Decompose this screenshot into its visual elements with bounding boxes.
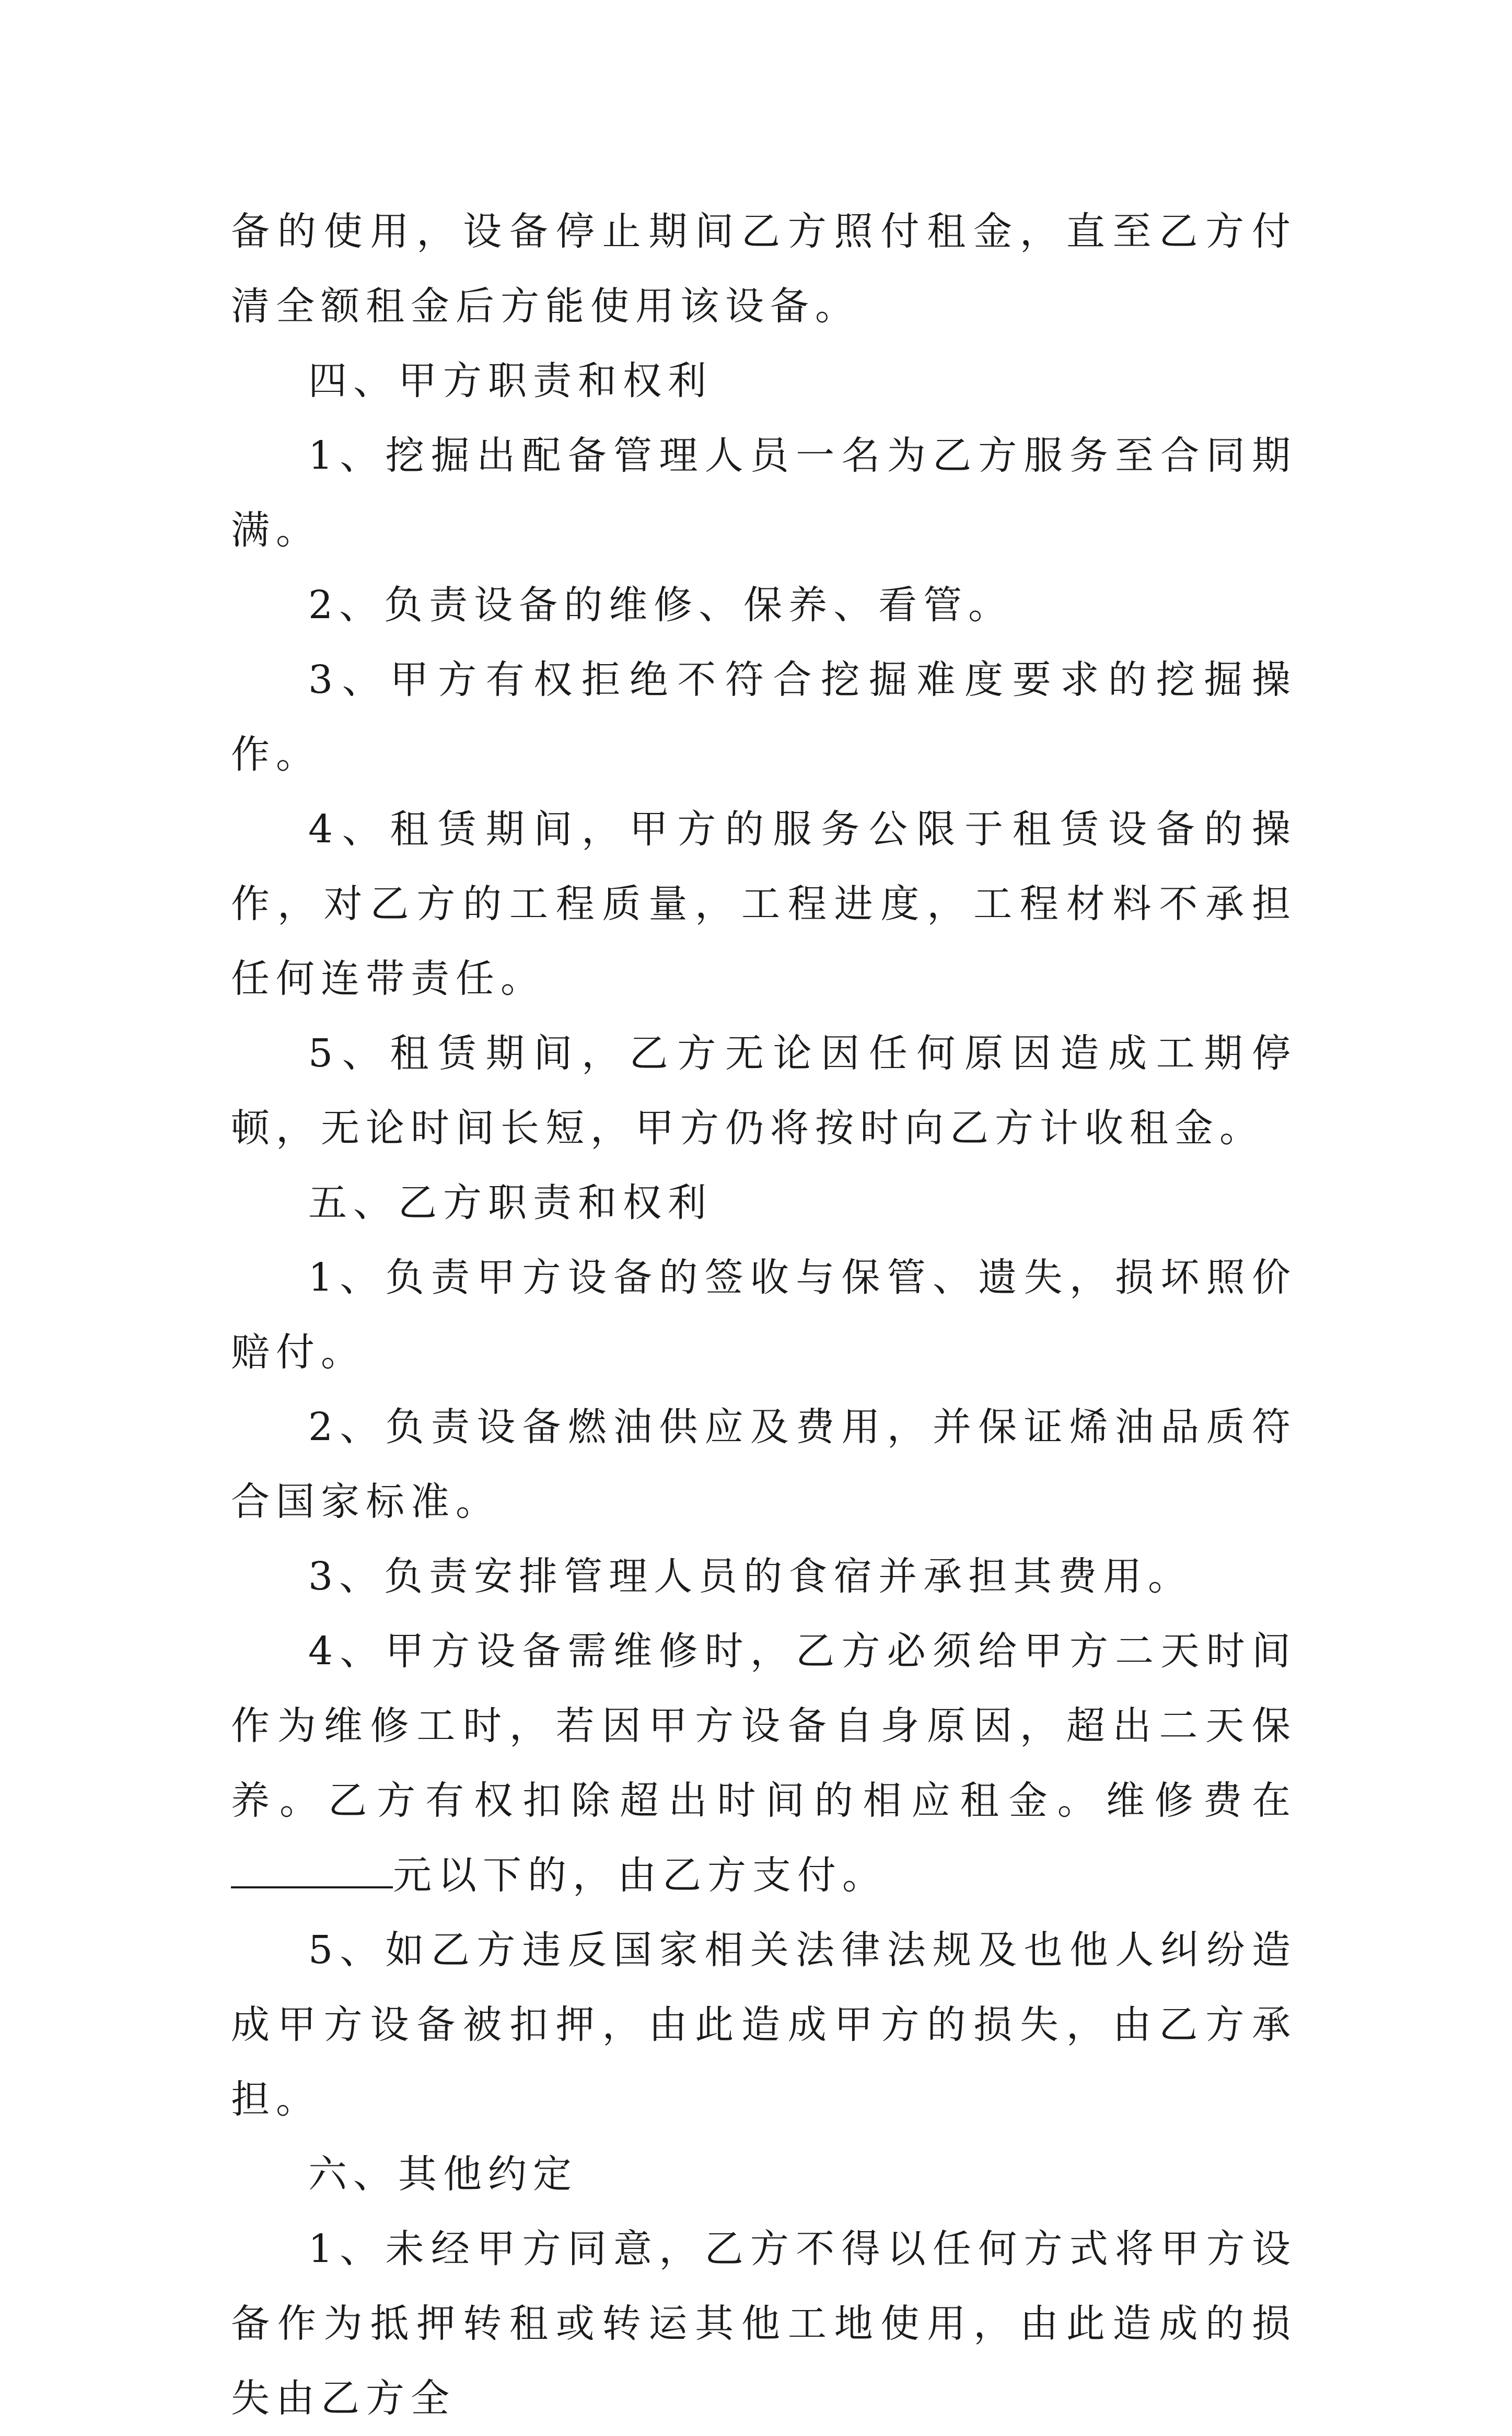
paragraph: 1、负责甲方设备的签收与保管、遗失，损坏照价赔付。 (231, 1255, 1297, 1375)
paragraph: 备的使用，设备停止期间乙方照付租金，直至乙方付清全额租金后方能使用该设备。 (231, 209, 1297, 329)
section-heading-party-a: 四、甲方职责和权利 (308, 358, 713, 403)
paragraph: 3、负责安排管理人员的食宿并承担其费用。 (308, 1554, 1193, 1599)
paragraph: 2、负责设备的维修、保养、看管。 (308, 583, 1014, 628)
paragraph: 5、如乙方违反国家相关法律法规及也他人纠纷造成甲方设备被扣押，由此造成甲方的损失，由乙方承担。 (231, 1928, 1297, 2122)
paragraph-text-after-blank: 元以下的，由乙方支付。 (393, 1853, 887, 1898)
paragraph-with-blank (231, 1614, 1297, 1913)
paragraph: 3、甲方有权拒绝不符合挖掘难度要求的挖掘操作。 (231, 657, 1297, 777)
section-heading-other: 六、其他约定 (308, 2152, 578, 2197)
section-heading-party-b: 五、乙方职责和权利 (308, 1180, 713, 1225)
document-body (231, 194, 1297, 2436)
paragraph: 5、租赁期间，乙方无论因任何原因造成工期停顿，无论时间长短，甲方仍将按时向乙方计收租金。 (231, 1031, 1297, 1151)
paragraph: 4、租赁期间，甲方的服务公限于租赁设备的操作，对乙方的工程质量，工程进度，工程材料不承担任何连带责任。 (231, 807, 1297, 1001)
paragraph: 2、负责设备燃油供应及费用，并保证烯油品质符合国家标准。 (231, 1405, 1297, 1524)
paragraph-text-before-blank: 4、甲方设备需维修时，乙方必须给甲方二天时间作为维修工时，若因甲方设备自身原因，超出二天保养。乙方有权扣除超出时间的相应租金。维修费在 (231, 1629, 1297, 1823)
paragraph: 1、未经甲方同意，乙方不得以任何方式将甲方设备作为抵押转租或转运其他工地使用，由此造成的损失由乙方全 (231, 2226, 1297, 2421)
fill-in-blank (231, 1855, 393, 1888)
paragraph: 1、挖掘出配备管理人员一名为乙方服务至合同期满。 (231, 433, 1297, 553)
